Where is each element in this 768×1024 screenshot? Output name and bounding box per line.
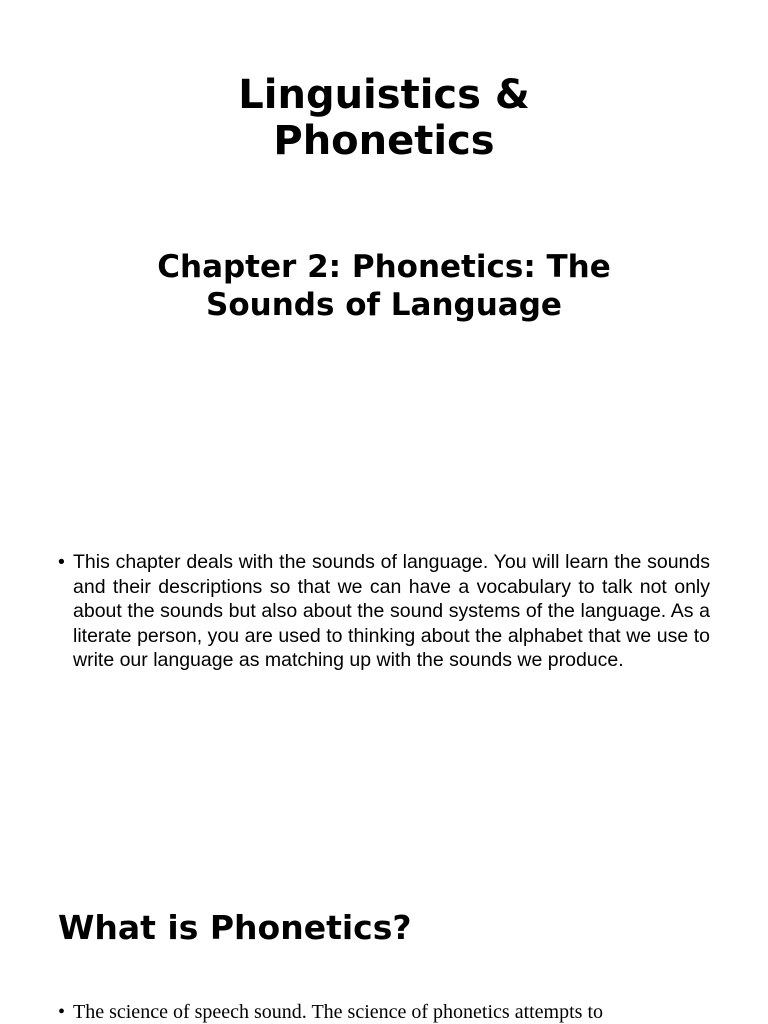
bullet-icon: •: [58, 1001, 66, 1023]
document-title: [0, 72, 768, 164]
phonetics-bullet-text: The science of speech sound. The science of phonetics attempts to: [73, 1001, 604, 1023]
phonetics-bullet-item: [58, 1000, 710, 1024]
phonetics-bullet-list: [58, 1000, 710, 1024]
intro-bullet-list: [58, 550, 710, 673]
subtitle-line-2: Sounds of Language: [206, 287, 562, 323]
section-heading: What is Phonetics?: [58, 908, 412, 947]
intro-bullet-item: [58, 550, 710, 673]
title-line-2: Phonetics: [273, 118, 495, 164]
content-slide: [0, 512, 768, 1024]
title-line-1: Linguistics &: [238, 72, 530, 118]
bullet-icon: •: [58, 551, 65, 573]
chapter-subtitle: [0, 248, 768, 324]
intro-bullet-text: This chapter deals with the sounds of language. You will learn the sounds and their descriptions so that we can have a vocabulary to talk not only about the sounds but also about the sound systems of the language. As a literate person, you are used to thinking about the alphabet that we use to write our language as matching up with the sounds we produce.: [73, 551, 710, 671]
subtitle-line-1: Chapter 2: Phonetics: The: [157, 249, 611, 285]
